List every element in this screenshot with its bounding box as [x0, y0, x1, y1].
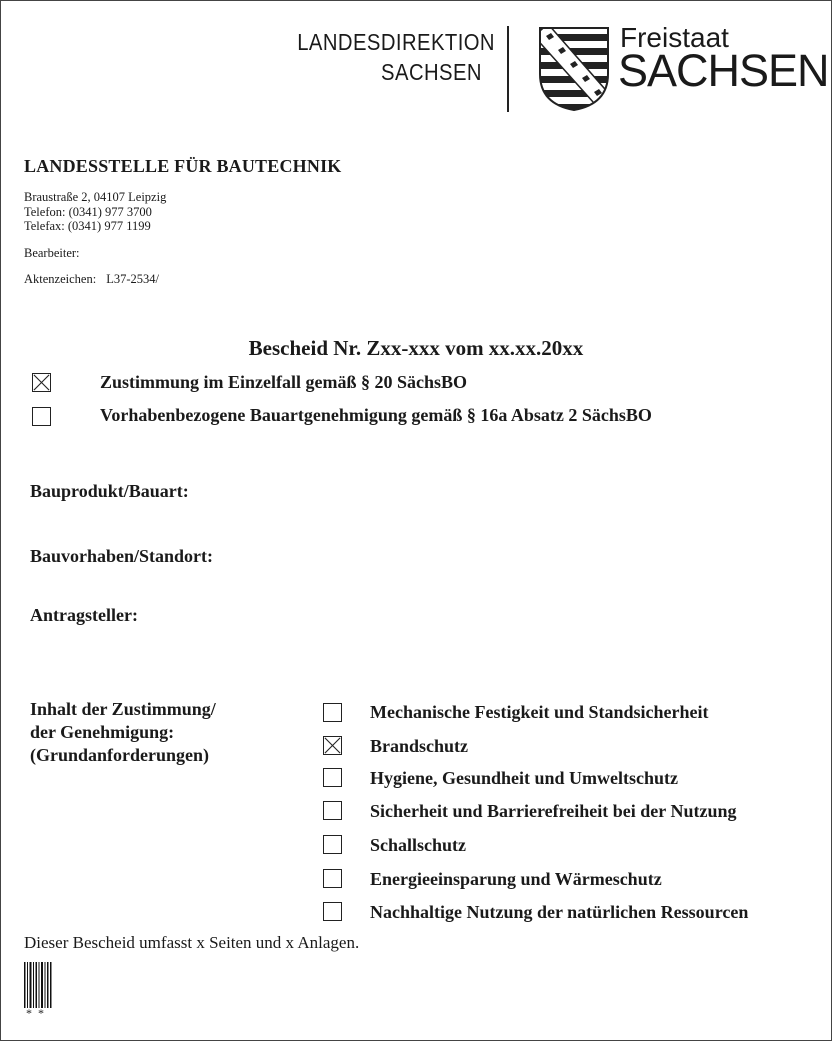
checkmark-x-icon: [33, 374, 50, 391]
checkbox-brandschutz[interactable]: [323, 736, 342, 755]
checkbox-nachhaltigkeit[interactable]: [323, 902, 342, 921]
aktenzeichen-label: Aktenzeichen:: [24, 272, 97, 286]
inhalt-label: Inhalt der Zustimmung/ der Genehmigung: (Grundanforderungen): [30, 699, 216, 765]
footer-page-count: Dieser Bescheid umfasst x Seiten und x Anlagen.: [24, 933, 360, 952]
antragsteller-label: Antragsteller:: [30, 605, 138, 625]
bauvorhaben-label: Bauvorhaben/Standort:: [30, 546, 214, 566]
requirement-energieeinsparung: Energieeinsparung und Wärmeschutz: [370, 869, 662, 889]
checkbox-sicherheit[interactable]: [323, 801, 342, 820]
saxony-coat-of-arms-icon: [538, 26, 610, 112]
checkbox-standsicherheit[interactable]: [323, 703, 342, 722]
sachsen-text: SACHSEN: [618, 45, 829, 96]
freistaat-text: Freistaat: [620, 22, 729, 53]
option-zustimmung-einzelfall: Zustimmung im Einzelfall gemäß § 20 SächsBO: [100, 372, 468, 392]
checkbox-schallschutz[interactable]: [323, 835, 342, 854]
barcode-text: **: [26, 1006, 50, 1020]
checkbox-bauartgenehmigung[interactable]: [32, 407, 51, 426]
bauprodukt-label: Bauprodukt/Bauart:: [30, 481, 189, 501]
checkbox-hygiene[interactable]: [323, 768, 342, 787]
document-title: Bescheid Nr. Zxx-xxx vom xx.xx.20xx: [248, 336, 584, 360]
requirement-sicherheit: Sicherheit und Barrierefreiheit bei der Nutzung: [370, 801, 737, 821]
office-name: LANDESSTELLE FÜR BAUTECHNIK: [24, 156, 342, 176]
requirement-schallschutz: Schallschutz: [370, 835, 467, 855]
checkbox-zustimmung-einzelfall[interactable]: [32, 373, 51, 392]
requirement-nachhaltigkeit: Nachhaltige Nutzung der natürlichen Ressourcen: [370, 902, 749, 922]
requirement-standsicherheit: Mechanische Festigkeit und Standsicherheit: [370, 702, 709, 722]
requirement-brandschutz: Brandschutz: [370, 736, 469, 756]
landesdirektion-logo-text: LANDESDIREKTION SACHSEN: [297, 29, 495, 85]
option-bauartgenehmigung: Vorhabenbezogene Bauartgenehmigung gemäß § 16a Absatz 2 SächsBO: [100, 405, 652, 425]
checkmark-x-icon: [324, 737, 341, 754]
bearbeiter-label: Bearbeiter:: [24, 246, 80, 260]
checkbox-energieeinsparung[interactable]: [323, 869, 342, 888]
office-fax: Telefax: (0341) 977 1199: [24, 219, 151, 233]
aktenzeichen-line: [24, 272, 159, 287]
aktenzeichen-value: L37-2534/: [106, 272, 159, 286]
requirement-hygiene: Hygiene, Gesundheit und Umweltschutz: [370, 768, 679, 788]
office-address-block: [24, 190, 166, 234]
barcode-icon: [24, 962, 52, 1008]
office-phone: Telefon: (0341) 977 3700: [24, 204, 152, 219]
header-divider: [507, 26, 509, 112]
office-address: Braustraße 2, 04107 Leipzig: [24, 190, 167, 204]
